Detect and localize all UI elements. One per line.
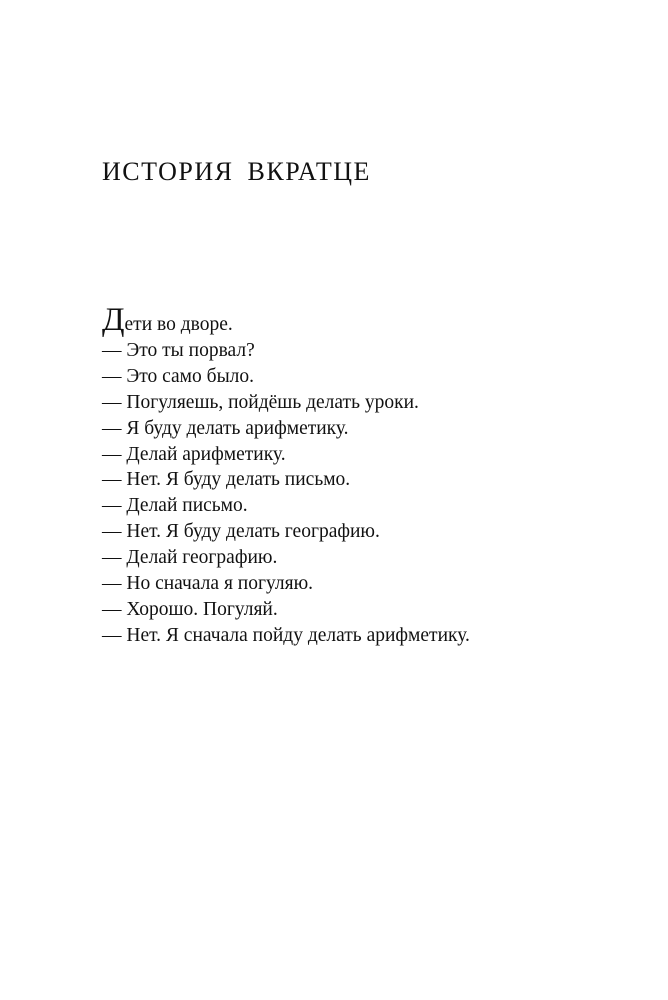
story-line: — Погуляешь, пойдёшь делать уроки. <box>102 391 419 413</box>
story-line-first <box>102 302 642 338</box>
story-line: — Хорошо. Погуляй. <box>102 598 278 620</box>
story-line: — Нет. Я буду делать письмо. <box>102 469 351 491</box>
story-text <box>102 302 642 649</box>
story-line: — Делай арифметику. <box>102 443 286 465</box>
story-line: — Делай письмо. <box>102 495 248 517</box>
story-line: — Это ты порвал? <box>102 339 255 361</box>
story-line: — Но сначала я погуляю. <box>102 573 314 595</box>
first-line-rest: ети во дворе. <box>124 314 233 335</box>
story-line: — Я буду делать арифметику. <box>102 417 349 439</box>
story-line: — Нет. Я буду делать географию. <box>102 521 380 543</box>
story-line: — Это само было. <box>102 365 255 387</box>
chapter-title: ИСТОРИЯ ВКРАТЦЕ <box>102 157 371 186</box>
story-line: — Нет. Я сначала пойду делать арифметику. <box>102 624 470 646</box>
story-line: — Делай географию. <box>102 547 278 569</box>
drop-cap-initial: Д <box>102 302 125 338</box>
